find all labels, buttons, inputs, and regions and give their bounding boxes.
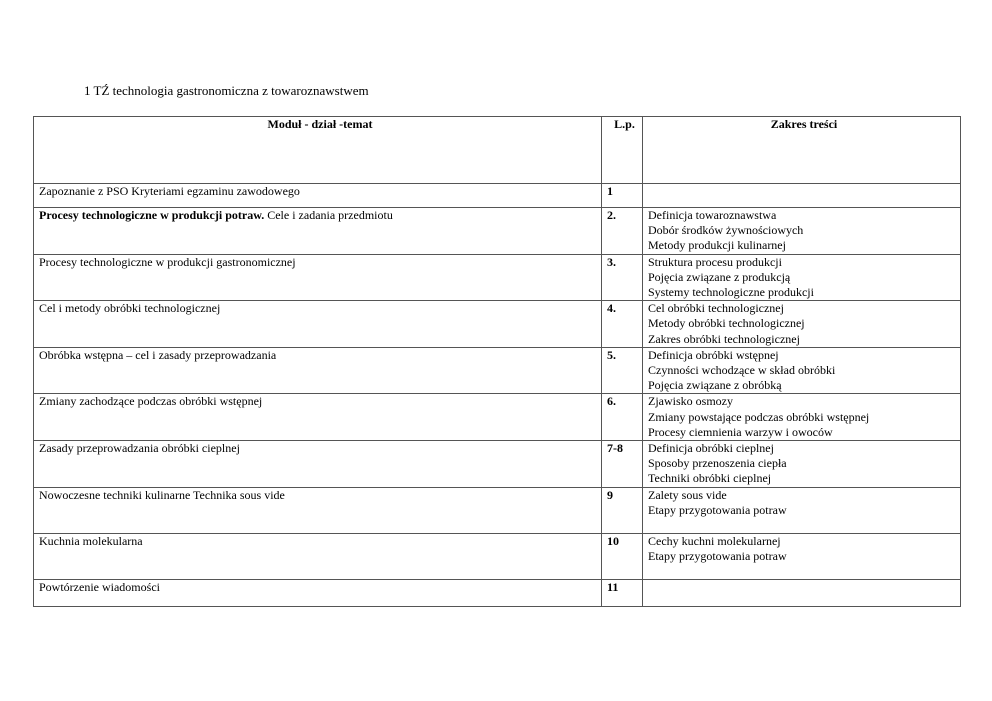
scope-item: Czynności wchodzące w skład obróbki <box>648 363 836 378</box>
table-row <box>34 394 961 441</box>
lp-cell: 2. <box>602 208 643 255</box>
topic-text: Cel i metody obróbki technologicznej <box>39 301 221 316</box>
header-topic: Moduł - dział -temat <box>34 117 602 184</box>
scope-item: Etapy przygotowania potraw <box>648 502 787 517</box>
scope-item: Zalety sous vide <box>648 487 727 502</box>
topic-cell <box>34 441 602 488</box>
table-row <box>34 254 961 301</box>
scope-item: Definicja obróbki wstępnej <box>648 347 779 362</box>
scope-item: Metody obróbki technologicznej <box>648 316 805 331</box>
table-row <box>34 301 961 348</box>
scope-item: Cechy kuchni molekularnej <box>648 533 781 548</box>
lp-cell: 7-8 <box>602 441 643 488</box>
topic-text: Nowoczesne techniki kulinarne Technika sous vide <box>39 487 285 502</box>
scope-item: Zmiany powstające podczas obróbki wstępnej <box>648 409 870 424</box>
header-scope: Zakres treści <box>643 117 961 184</box>
scope-item: Pojęcia związane z obróbką <box>648 378 782 393</box>
lp-cell: 4. <box>602 301 643 348</box>
table-row <box>34 208 961 255</box>
topic-text: Procesy technologiczne w produkcji gastronomicznej <box>39 254 296 269</box>
scope-cell <box>643 441 961 488</box>
scope-item: Metody produkcji kulinarnej <box>648 238 786 253</box>
lp-cell: 11 <box>602 579 643 606</box>
table-row <box>34 184 961 208</box>
table-row <box>34 347 961 394</box>
scope-item: Zakres obróbki technologicznej <box>648 331 800 346</box>
scope-item: Dobór środków żywnościowych <box>648 223 804 238</box>
lp-cell: 1 <box>602 184 643 208</box>
topic-cell <box>34 394 602 441</box>
scope-cell <box>643 394 961 441</box>
table-row <box>34 487 961 533</box>
table-row <box>34 579 961 606</box>
lp-cell: 9 <box>602 487 643 533</box>
topic-cell <box>34 301 602 348</box>
topic-cell <box>34 184 602 208</box>
scope-item: Zjawisko osmozy <box>648 394 733 409</box>
topic-text: Cele i zadania przedmiotu <box>264 208 393 222</box>
scope-item: Pojęcia związane z produkcją <box>648 269 791 284</box>
table-row <box>34 533 961 579</box>
scope-item: Struktura procesu produkcji <box>648 254 782 269</box>
topic-text: Zasady przeprowadzania obróbki cieplnej <box>39 441 240 456</box>
table-header-row <box>34 117 961 184</box>
topic-cell <box>34 208 602 255</box>
scope-item: Sposoby przenoszenia ciepła <box>648 456 787 471</box>
topic-cell <box>34 254 602 301</box>
topic-cell <box>34 487 602 533</box>
scope-cell <box>643 184 961 208</box>
topic-cell <box>34 533 602 579</box>
header-lp: L.p. <box>602 117 643 184</box>
topic-text: Zapoznanie z PSO Kryteriami egzaminu zawodowego <box>39 184 300 198</box>
page-heading: 1 TŹ technologia gastronomiczna z towaroznawstwem <box>84 83 369 98</box>
lp-cell: 10 <box>602 533 643 579</box>
scope-cell <box>643 533 961 579</box>
topic-cell <box>34 579 602 606</box>
topic-cell <box>34 347 602 394</box>
scope-cell <box>643 254 961 301</box>
scope-cell <box>643 347 961 394</box>
scope-item: Definicja obróbki cieplnej <box>648 441 774 456</box>
scope-item: Definicja towaroznawstwa <box>648 208 777 222</box>
topic-text: Powtórzenie wiadomości <box>39 579 160 594</box>
scope-item: Systemy technologiczne produkcji <box>648 285 814 300</box>
table-row <box>34 441 961 488</box>
syllabus-table <box>33 116 961 607</box>
scope-item: Techniki obróbki cieplnej <box>648 471 772 486</box>
topic-bold-text: Procesy technologiczne w produkcji potraw. <box>39 208 265 222</box>
scope-cell <box>643 579 961 606</box>
scope-cell <box>643 301 961 348</box>
lp-cell: 5. <box>602 347 643 394</box>
scope-cell <box>643 208 961 255</box>
scope-cell <box>643 487 961 533</box>
lp-cell: 3. <box>602 254 643 301</box>
topic-text: Kuchnia molekularna <box>39 533 143 548</box>
table-body <box>34 184 961 607</box>
topic-text: Obróbka wstępna – cel i zasady przeprowadzania <box>39 347 277 362</box>
lp-cell: 6. <box>602 394 643 441</box>
topic-text: Zmiany zachodzące podczas obróbki wstępnej <box>39 394 263 409</box>
scope-item: Procesy ciemnienia warzyw i owoców <box>648 424 833 439</box>
scope-item: Etapy przygotowania potraw <box>648 548 787 563</box>
scope-item: Cel obróbki technologicznej <box>648 301 784 316</box>
